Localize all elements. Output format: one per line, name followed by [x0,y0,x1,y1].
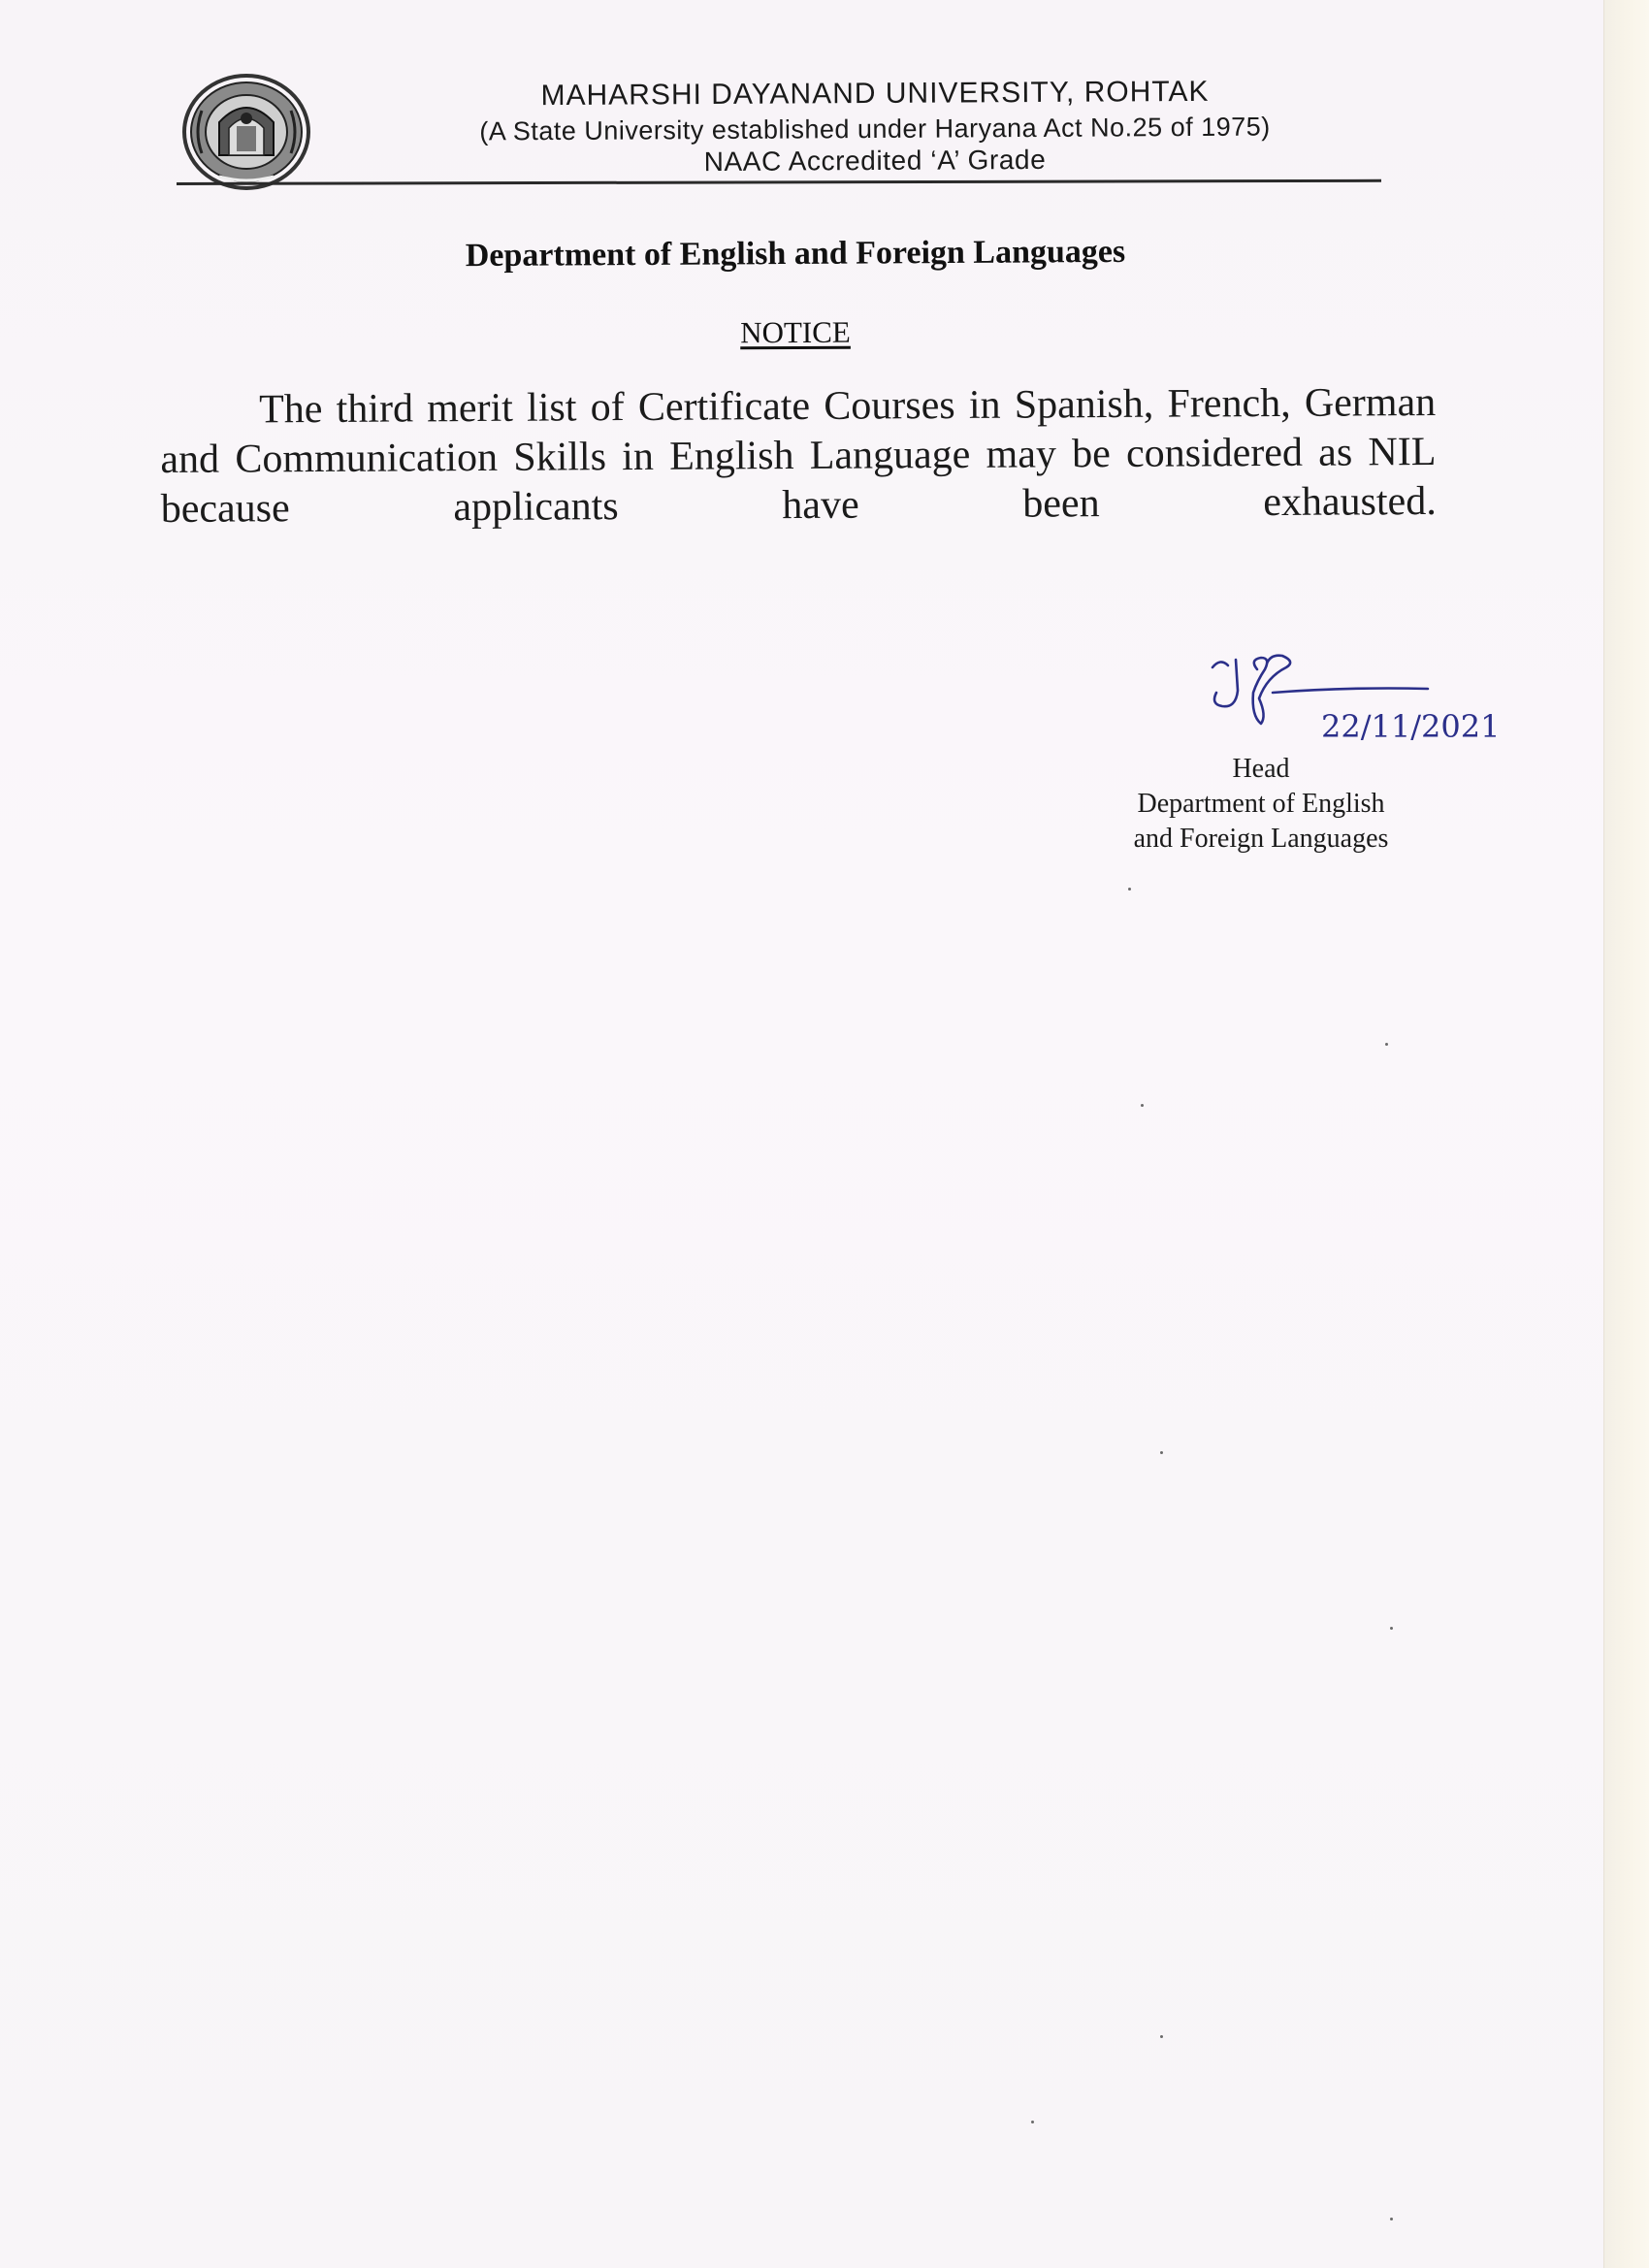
handwritten-signature [1203,648,1513,755]
signatory-department: Department of English [1137,789,1385,819]
signature-date: 22/11/2021 [1321,708,1501,745]
notice-body: The third merit list of Certificate Courses in Spanish, French, German and Communication Skills in English Language may be considered as NIL because applicants have been exhausted. [160,379,1437,532]
scan-speck [1141,1104,1144,1107]
scan-speck [1390,1627,1393,1630]
signatory-title: Head [1232,754,1290,784]
scan-speck [1160,1451,1163,1454]
scan-speck [1031,2121,1034,2123]
notice-heading [582,314,1009,351]
scan-speck [1390,2218,1393,2220]
university-name: MAHARSHI DAYANAND UNIVERSITY, ROHTAK [540,75,1210,113]
signatory-department-cont: and Foreign Languages [1133,824,1389,854]
page-edge-shadow [1603,0,1649,2268]
university-seal-icon [180,72,312,192]
accreditation-line: NAAC Accredited ‘A’ Grade [703,144,1047,178]
notice-heading-text: NOTICE [740,314,851,350]
department-title: Department of English and Foreign Languages [465,233,1126,275]
scan-speck [1160,2035,1163,2038]
letterhead-divider [177,179,1381,185]
signatory-block [1067,752,1455,857]
university-establishment: (A State University established under Haryana Act No.25 of 1975) [479,112,1271,146]
scan-speck [1385,1043,1388,1046]
scan-speck [1128,888,1131,891]
